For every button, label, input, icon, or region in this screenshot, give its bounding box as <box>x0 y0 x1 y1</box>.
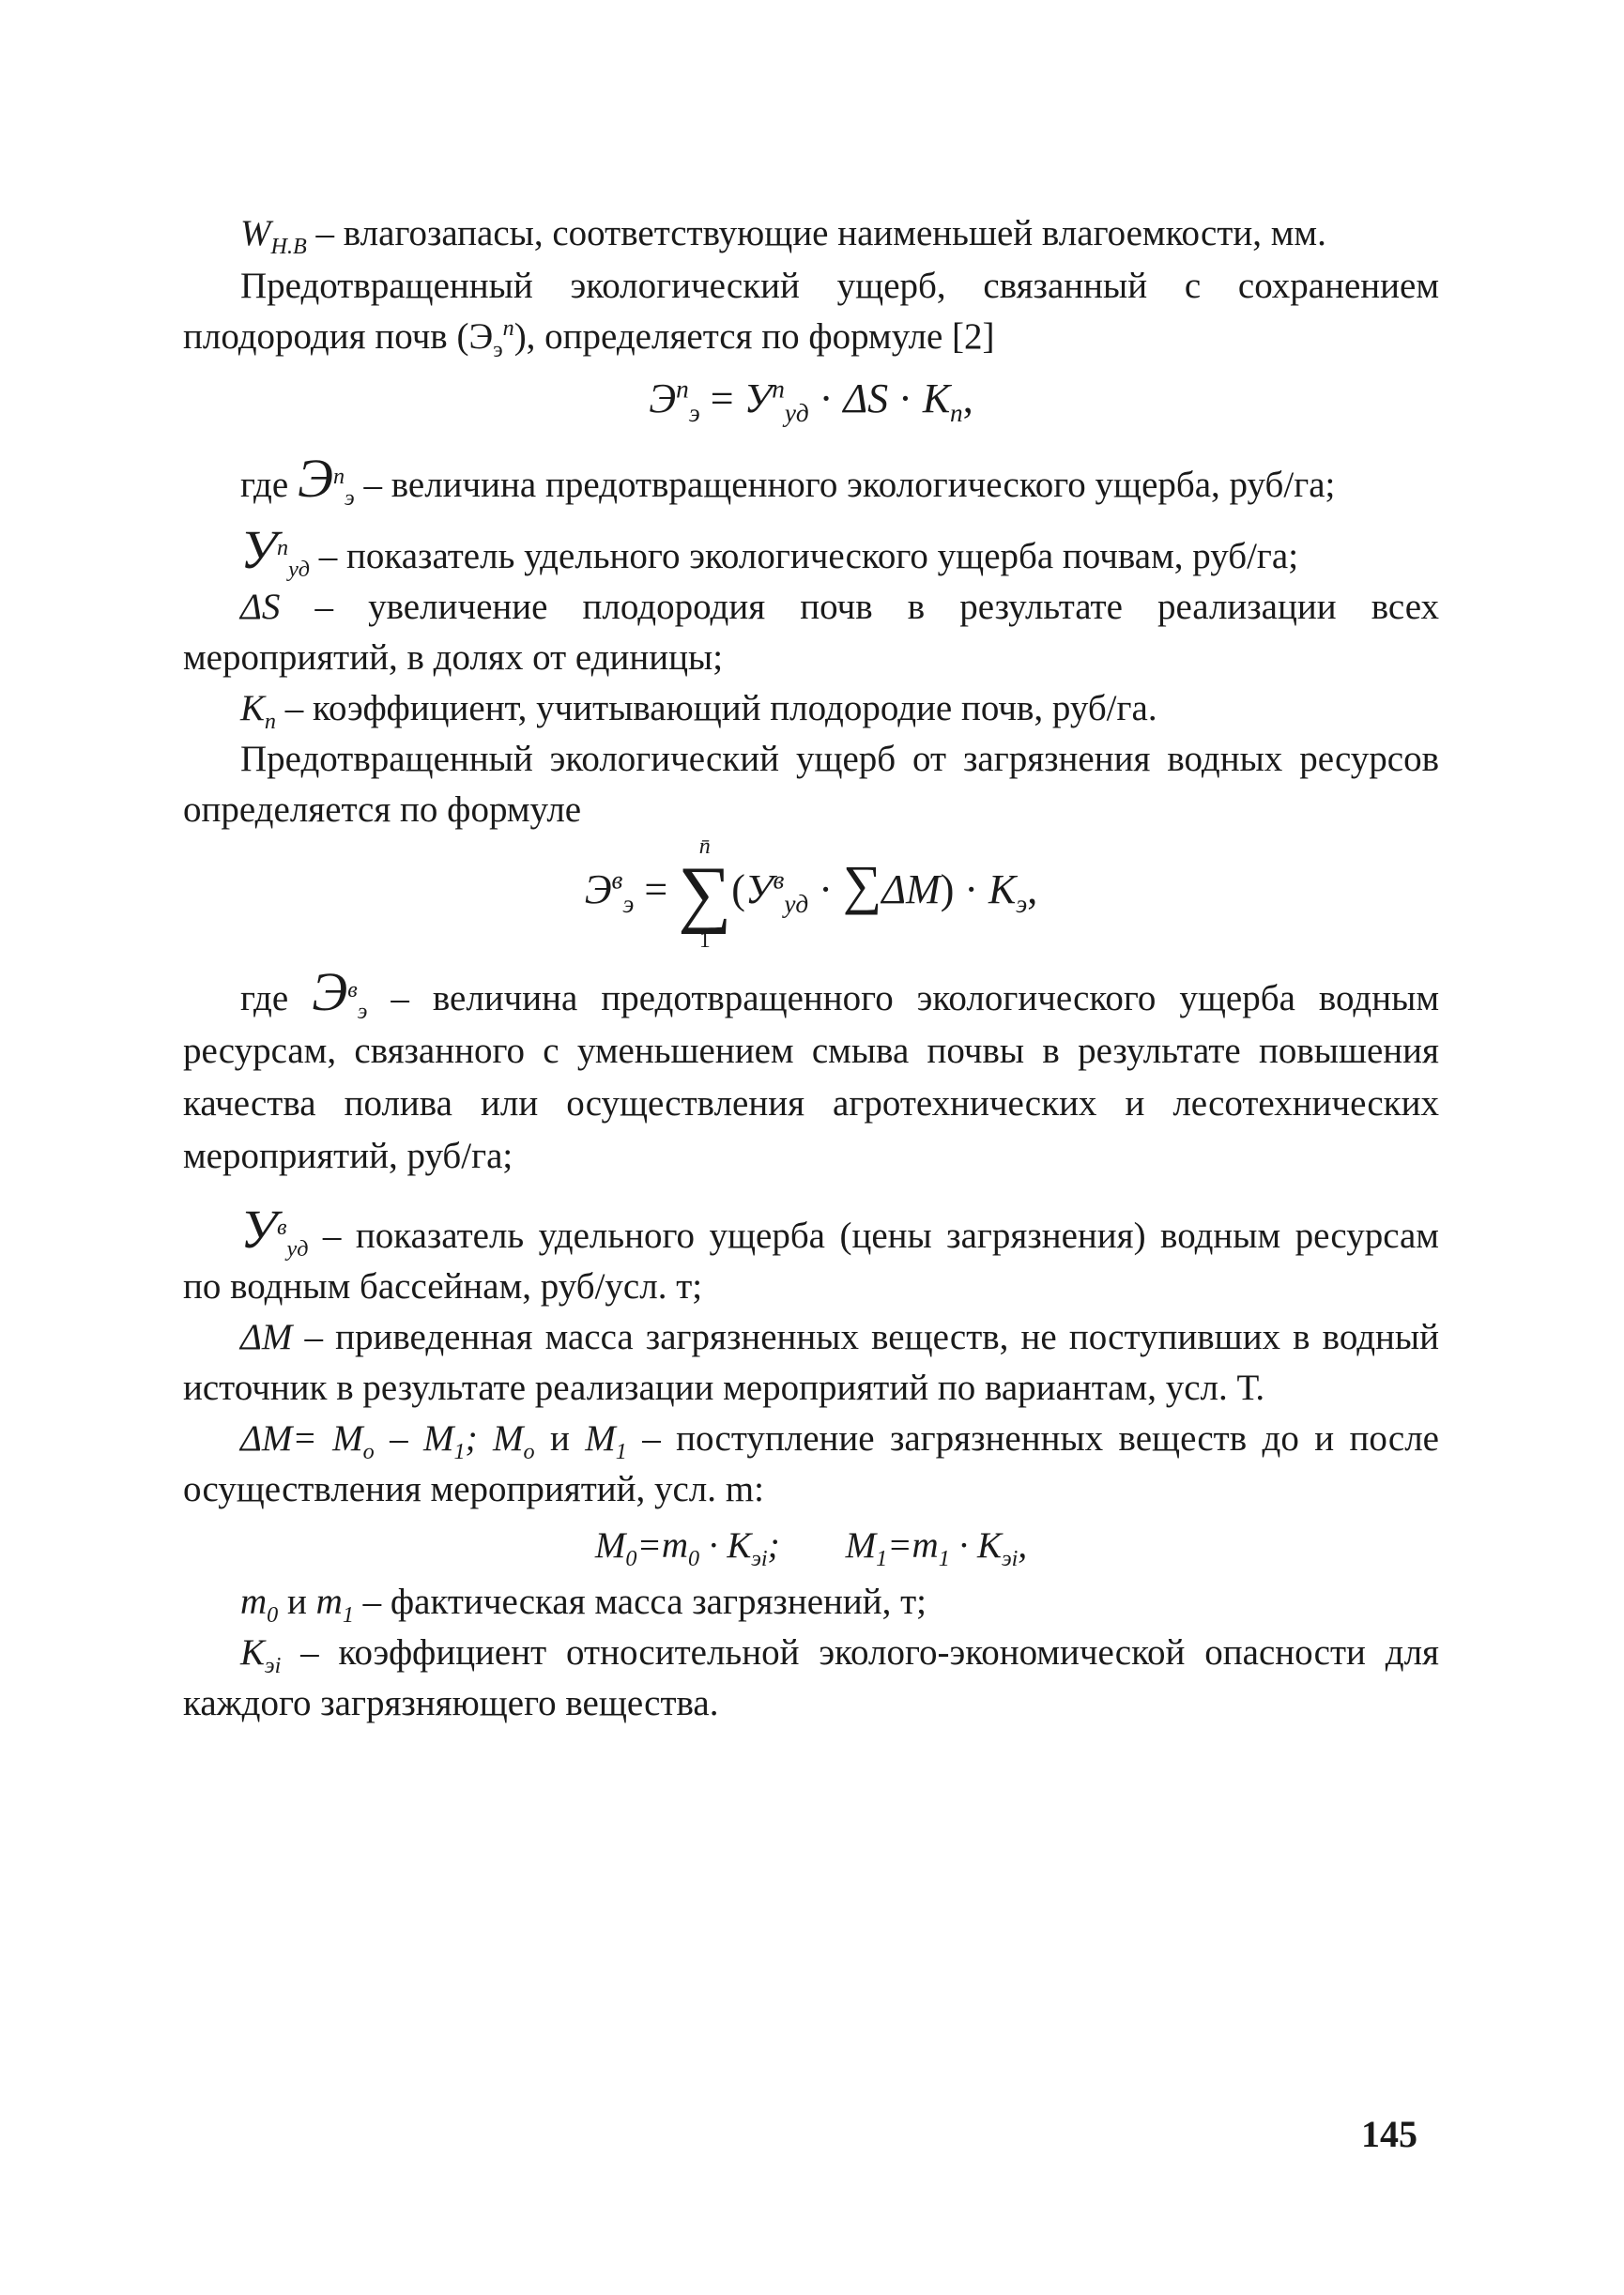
m1: М <box>845 1525 877 1566</box>
symbol-e: Э <box>312 961 348 1022</box>
sub: 1 <box>342 1601 354 1628</box>
sub: 0 <box>688 1545 700 1571</box>
text: – показатель удельного экологического ущерба почвам, руб/га; <box>310 536 1299 576</box>
f-u: У <box>744 866 774 913</box>
text: · К <box>949 1525 1002 1566</box>
text: и <box>278 1582 316 1622</box>
text: – фактическая масса загрязнений, т; <box>353 1582 927 1622</box>
paragraph-def-e-p <box>183 448 1439 511</box>
sub: 1 <box>938 1545 950 1571</box>
paragraph-soil-fertility <box>183 261 1439 362</box>
sup: п <box>676 375 689 404</box>
sub: уд <box>288 556 311 582</box>
comma: , <box>1018 1525 1028 1566</box>
symbol-e: Э <box>297 448 333 509</box>
sep: ; <box>767 1525 780 1566</box>
sub: эi <box>264 1652 282 1678</box>
eq: = <box>634 866 679 913</box>
paragraph-def-kp <box>183 683 1439 734</box>
m0: М <box>594 1525 626 1566</box>
symbol-u: У <box>240 519 278 580</box>
sub: Н.В <box>270 233 307 259</box>
sub: 1 <box>876 1545 888 1571</box>
sub: п <box>950 398 963 427</box>
symbol-u: У <box>240 1199 278 1260</box>
text: – поступление загрязненных веществ до и после осуществления мероприятий, усл. m: <box>183 1418 1439 1509</box>
sub: уд <box>286 1235 309 1262</box>
text: – величина предотвращенного экологического ущерба водным ресурсам, связанного с уменьшением смыва почвы в результате повышения качества полива или осуществления агротехнических и лесотехнических мероприятий, руб/га; <box>183 978 1439 1176</box>
f-ds: ΔS <box>843 375 889 421</box>
sub: 1 <box>615 1438 627 1464</box>
paragraph-def-ds <box>183 582 1439 683</box>
text: ΔМ= М <box>240 1418 363 1459</box>
sub: 0 <box>267 1601 279 1628</box>
dot: · <box>808 375 844 421</box>
sub: э <box>345 484 355 511</box>
sub: э <box>622 889 635 918</box>
symbol-w: W <box>240 213 271 253</box>
sub: п <box>264 708 276 734</box>
symbol-k: К <box>240 1632 265 1673</box>
comma: , <box>1027 866 1038 913</box>
sub: уд <box>784 889 809 918</box>
paragraph-def-u-p <box>183 519 1439 582</box>
sum-lower: 1 <box>698 928 711 953</box>
f-lhs: Э <box>649 375 677 421</box>
symbol-ds: ΔS <box>240 587 281 627</box>
paragraph-def-e-v <box>183 961 1439 1183</box>
sup: п <box>332 464 345 489</box>
paragraph-dm-formula <box>183 1414 1439 1515</box>
text: =m <box>887 1525 939 1566</box>
f-u: У <box>743 375 773 421</box>
text: =m <box>636 1525 688 1566</box>
sup: в <box>611 865 623 895</box>
sum-operator <box>678 835 731 952</box>
sup: п <box>277 535 289 560</box>
text: – коэффициент, учитывающий плодородие почв, руб/га. <box>276 688 1157 728</box>
comma: , <box>962 375 973 421</box>
paragraph-def-kei <box>183 1628 1439 1729</box>
page-number: 145 <box>1361 2113 1417 2155</box>
dot: · <box>888 375 923 421</box>
sub: э <box>493 336 503 362</box>
paren: ) <box>940 866 955 913</box>
paragraph-water <box>183 734 1439 835</box>
text: Предотвращенный экологический ущерб от загрязнения водных ресурсов определяется по формуле <box>183 739 1439 830</box>
m1: m <box>315 1582 343 1622</box>
formula-soil <box>183 374 1439 427</box>
text: – коэффициент относительной эколого-экономической опасности для каждого загрязняющего вещества. <box>183 1632 1439 1723</box>
text: – величина предотвращенного экологического ущерба, руб/га; <box>354 465 1336 505</box>
text: ; М <box>465 1418 524 1459</box>
f-k: К <box>988 866 1017 913</box>
paragraph-w-nv <box>183 208 1439 259</box>
text: – приведенная масса загрязненных веществ, не поступивших в водный источник в результате реализации мероприятий по вариантам, усл. Т. <box>183 1317 1439 1408</box>
text: где <box>240 465 298 505</box>
text: – показатель удельного ущерба (цены загрязнения) водным ресурсам по водным бассейнам, руб/усл. т; <box>183 1216 1439 1307</box>
text: Предотвращенный экологический ущерб, связанный с сохранением плодородия почв (Э <box>183 266 1439 357</box>
sup: в <box>347 977 358 1002</box>
sup: п <box>772 375 785 404</box>
formula-m <box>183 1521 1439 1571</box>
sub: о <box>362 1438 375 1464</box>
sup: п <box>502 315 514 341</box>
sub: эi <box>1001 1545 1019 1571</box>
text: где <box>240 978 313 1018</box>
text: – увеличение плодородия почв в результате реализации всех мероприятий, в долях от единицы; <box>183 587 1439 678</box>
sub: 1 <box>453 1438 466 1464</box>
sub: э <box>357 998 368 1024</box>
f-lhs: Э <box>584 866 612 913</box>
formula-water <box>183 835 1439 952</box>
sub: о <box>523 1438 535 1464</box>
m0: m <box>240 1582 268 1622</box>
f-k: К <box>922 375 951 421</box>
f-dm: ΔМ <box>881 866 941 913</box>
dot: · <box>954 866 989 913</box>
sub: эi <box>751 1545 768 1571</box>
body-text <box>183 208 1439 1729</box>
sub: уд <box>784 398 809 427</box>
sigma: ∑ <box>842 854 882 916</box>
sub: э <box>688 398 700 427</box>
sum-upper: n̄ <box>698 834 711 859</box>
sup: в <box>277 1215 287 1240</box>
paragraph-def-dm <box>183 1312 1439 1414</box>
paragraph-def-m <box>183 1577 1439 1628</box>
text: – влагозапасы, соответствующие наименьшей влагоемкости, мм. <box>306 213 1326 253</box>
sub: 0 <box>625 1545 637 1571</box>
sup: в <box>773 865 785 895</box>
paren: ( <box>731 866 745 913</box>
symbol-k: К <box>240 688 265 728</box>
text: и <box>534 1418 586 1459</box>
paragraph-def-u-v <box>183 1199 1439 1312</box>
text: М <box>585 1418 616 1459</box>
sub: э <box>1016 889 1028 918</box>
text: ), определяется по формуле [2] <box>513 316 995 357</box>
sigma: ∑ <box>678 852 732 935</box>
dot: · <box>808 866 843 913</box>
text: · К <box>699 1525 752 1566</box>
symbol-dm: ΔМ <box>240 1317 293 1357</box>
eq: = <box>699 375 744 421</box>
text: – М <box>374 1418 454 1459</box>
